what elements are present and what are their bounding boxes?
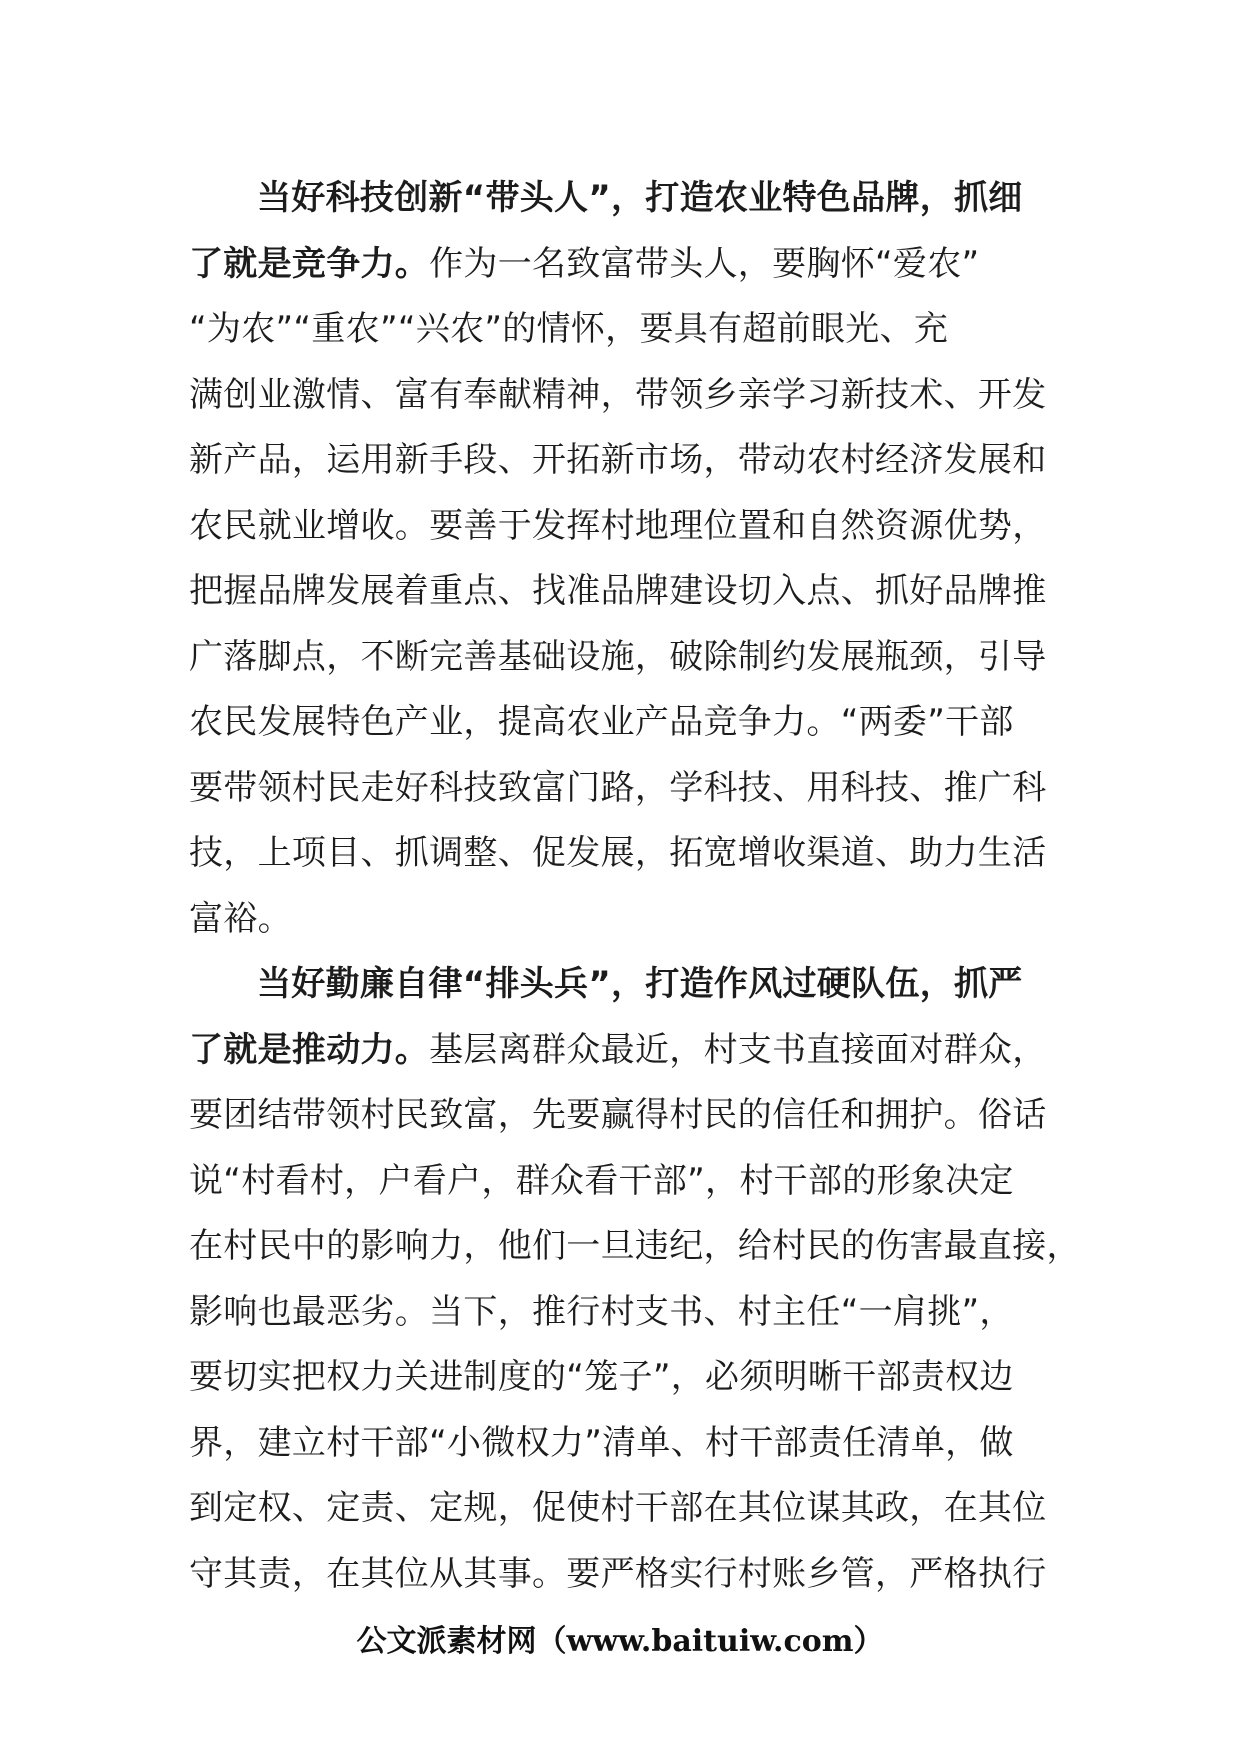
paragraph-1-line-10: 要带领村民走好科技致富门路，学科技、用科技、推广科 [189, 767, 1047, 808]
paragraph-1-text: 作为一名致富带头人，要胸怀“爱农” [429, 243, 980, 284]
paragraph-2-line-9: 到定权、定责、定规，促使村干部在其位谋其政，在其位 [189, 1488, 1047, 1528]
paragraph-1-line-2 [189, 232, 1081, 298]
paragraph-1-heading-end: 了就是竞争力。 [189, 243, 430, 284]
paragraph-2-line-7: 要切实把权力关进制度的“笼子”，必须明晰干部责权边 [189, 1357, 1014, 1397]
paragraph-1-line-8: 广落脚点，不断完善基础设施，破除制约发展瓶颈，引导 [189, 636, 1047, 677]
paragraph-2-heading: 当好勤廉自律“排头兵”，打造作风过硬队伍，抓严 [257, 964, 1023, 1004]
paragraph-1-line-4: 满创业激情、富有奉献精神，带领乡亲学习新技术、开发 [189, 374, 1047, 415]
paragraph-1-line-11: 技，上项目、抓调整、促发展，拓宽增收渠道、助力生活 [189, 833, 1047, 873]
paragraph-1-line-1 [189, 166, 1081, 232]
body-text [189, 166, 1081, 1607]
paragraph-2-text: 基层离群众最近，村支书直接面对群众， [429, 1029, 1047, 1070]
paragraph-1-line-9: 农民发展特色产业，提高农业产品竞争力。“两委”干部 [189, 702, 1014, 742]
paragraph-1-heading: 当好科技创新“带头人”，打造农业特色品牌，抓细 [257, 178, 1023, 218]
paragraph-2-line-3: 要团结带领村民致富，先要赢得村民的信任和拥护。俗话 [189, 1095, 1047, 1135]
paragraph-1-line-5: 新产品，运用新手段、开拓新市场，带动农村经济发展和 [189, 440, 1047, 480]
page-footer-watermark: 公文派素材网（www.baituiw.com） [356, 1624, 884, 1659]
paragraph-1-line-3: “为农”“重农”“兴农”的情怀，要具有超前眼光、充 [189, 309, 949, 349]
paragraph-2-heading-end: 了就是推动力。 [189, 1029, 430, 1070]
paragraph-1-line-7: 把握品牌发展着重点、找准品牌建设切入点、抓好品牌推 [189, 571, 1047, 611]
paragraph-2-line-10: 守其责，在其位从其事。要严格实行村账乡管，严格执行 [189, 1553, 1047, 1594]
paragraph-2-line-8: 界，建立村干部“小微权力”清单、村干部责任清单，做 [189, 1422, 1014, 1463]
paragraph-2-line-4: 说“村看村，户看户，群众看干部”，村干部的形象决定 [189, 1160, 1014, 1201]
paragraph-1-line-12: 富裕。 [189, 898, 292, 939]
paragraph-2-line-2 [189, 1018, 1081, 1084]
paragraph-2-line-5: 在村民中的影响力，他们一旦违纪，给村民的伤害最直接， [189, 1226, 1081, 1266]
paragraph-1-line-6: 农民就业增收。要善于发挥村地理位置和自然资源优势， [189, 505, 1047, 546]
paragraph-2-line-1 [189, 952, 1081, 1018]
paragraph-2-line-6: 影响也最恶劣。当下，推行村支书、村主任“一肩挑”， [189, 1291, 1014, 1332]
